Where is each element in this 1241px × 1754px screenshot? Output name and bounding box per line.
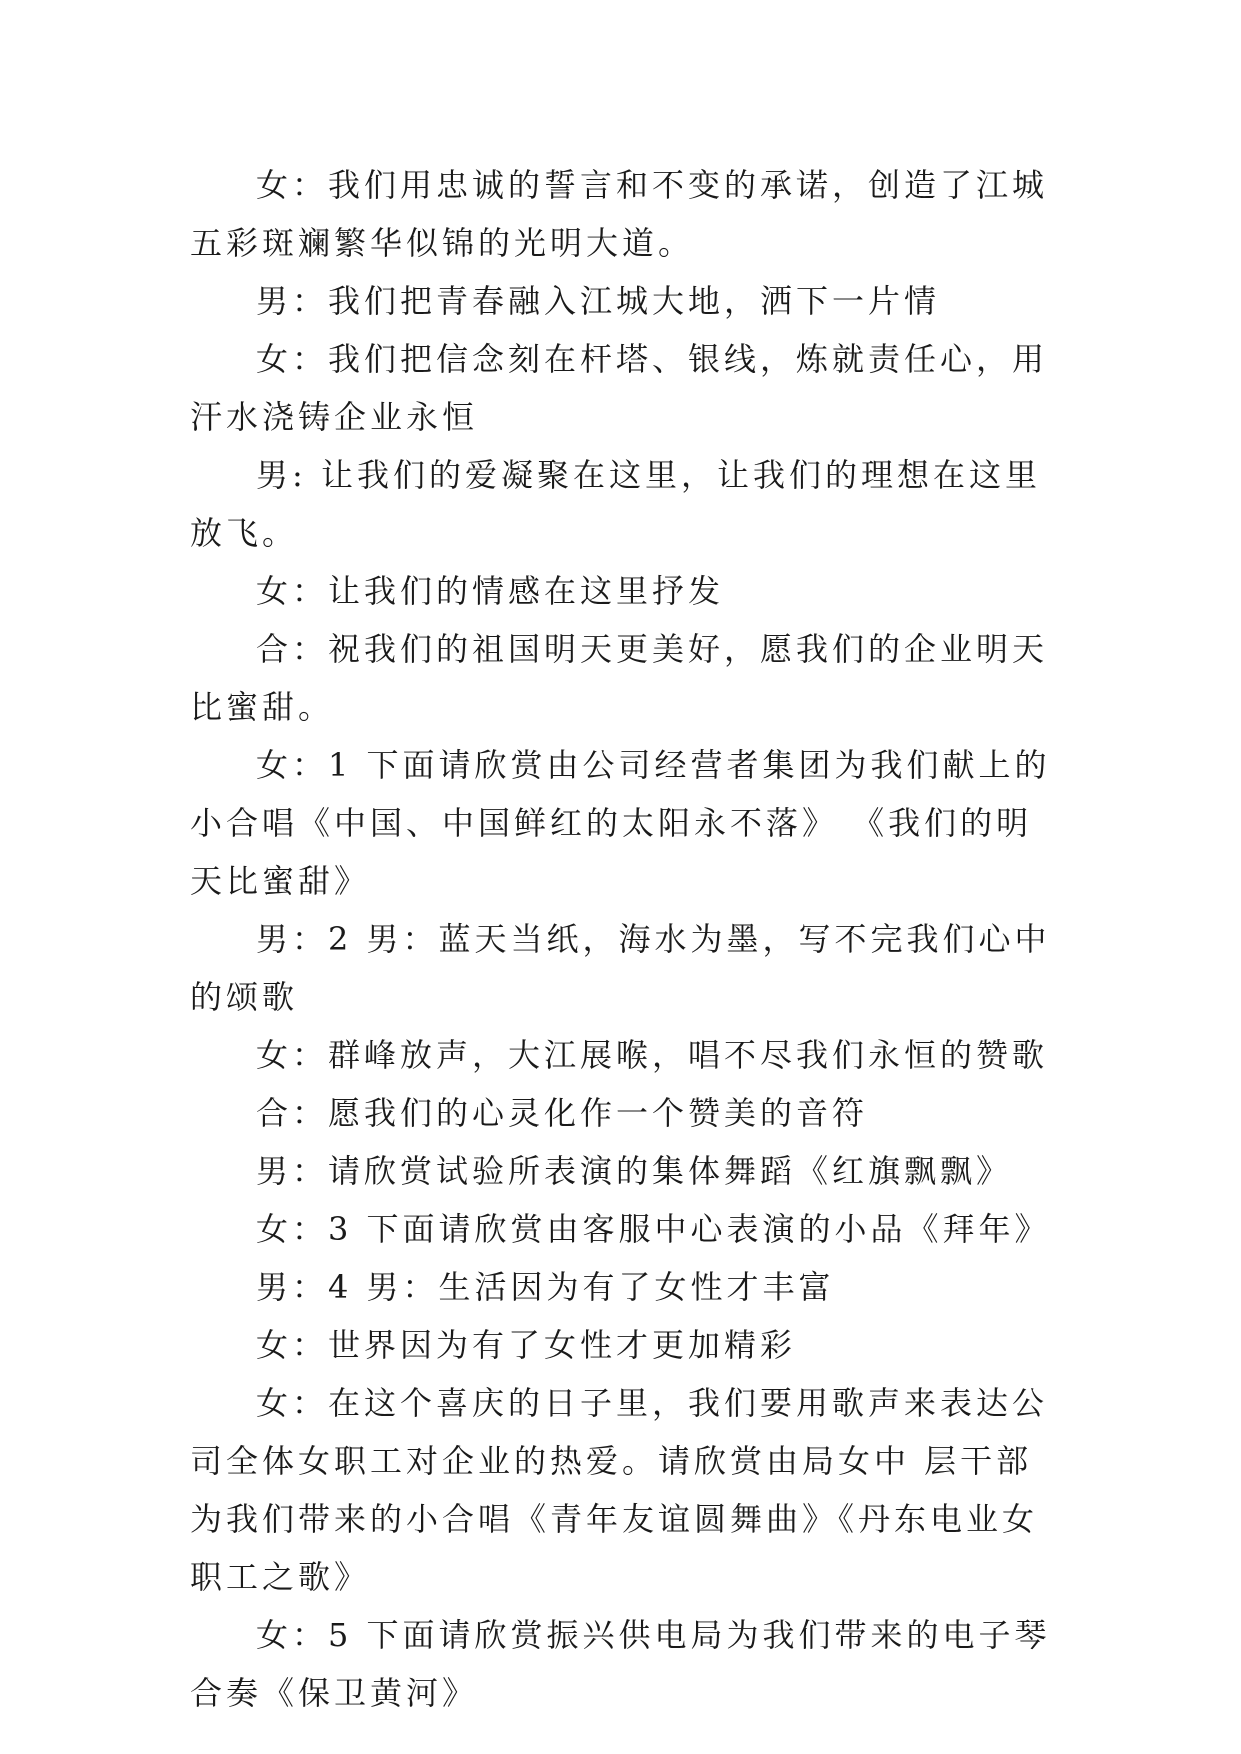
paragraph: 合：愿我们的心灵化作一个赞美的音符 <box>256 1094 869 1132</box>
paragraph: 男：2 男：蓝天当纸，海水为墨，写不完我们心中的颂歌 <box>190 920 1051 1016</box>
paragraph: 女：我们用忠诚的誓言和不变的承诺，创造了江城五彩斑斓繁华似锦的光明大道。 <box>190 166 1049 262</box>
document-body <box>190 156 1060 1722</box>
paragraph: 女：让我们的情感在这里抒发 <box>256 572 725 610</box>
paragraph: 女：3 下面请欣赏由客服中心表演的小品《拜年》 <box>256 1210 1051 1248</box>
paragraph: 女：1 下面请欣赏由公司经营者集团为我们献上的小合唱《中国、中国鲜红的太阳永不落》 《我们的明天比蜜甜》 <box>190 746 1051 900</box>
paragraph: 女：世界因为有了女性才更加精彩 <box>256 1326 797 1364</box>
paragraph: 男：4 男：生活因为有了女性才丰富 <box>256 1268 835 1306</box>
paragraph: 男：我们把青春融入江城大地，洒下一片情 <box>256 282 941 320</box>
paragraph: 合：祝我们的祖国明天更美好，愿我们的企业明天比蜜甜。 <box>190 630 1049 726</box>
paragraph: 女：5 下面请欣赏振兴供电局为我们带来的电子琴合奏《保卫黄河》 <box>190 1616 1051 1712</box>
paragraph: 女：在这个喜庆的日子里，我们要用歌声来表达公司全体女职工对企业的热爱。请欣赏由局女中 层干部为我们带来的小合唱《青年友谊圆舞曲》《丹东电业女职工之歌》 <box>190 1384 1049 1596</box>
paragraph: 女：群峰放声，大江展喉，唱不尽我们永恒的赞歌 <box>256 1036 1049 1074</box>
paragraph: 男: 让我们的爱凝聚在这里，让我们的理想在这里放飞。 <box>190 456 1041 552</box>
paragraph: 男：请欣赏试验所表演的集体舞蹈《红旗飘飘》 <box>256 1152 1013 1190</box>
paragraph: 女：我们把信念刻在杆塔、银线，炼就责任心，用汗水浇铸企业永恒 <box>190 340 1049 436</box>
